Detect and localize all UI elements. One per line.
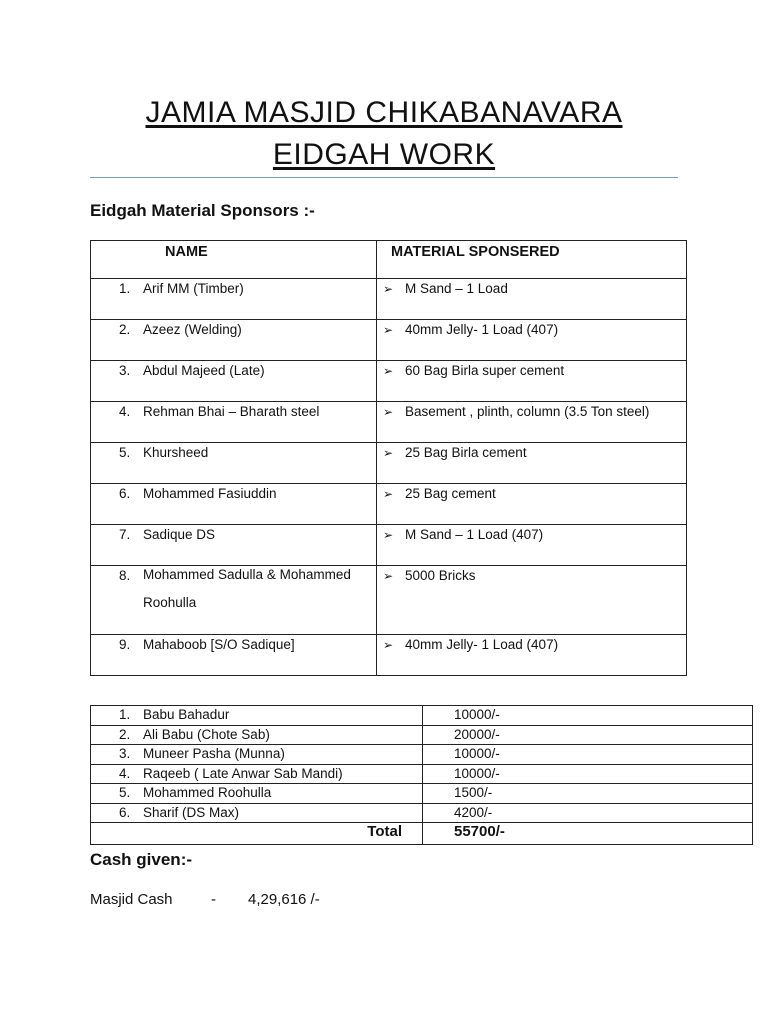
material-cell — [377, 361, 687, 402]
row-number: 3. — [119, 363, 131, 378]
material-cell — [377, 279, 687, 320]
sponsor-row — [91, 361, 687, 402]
donor-name-cell — [91, 803, 423, 823]
row-number: 6. — [119, 804, 131, 820]
sponsor-row — [91, 635, 687, 676]
sponsor-row — [91, 279, 687, 320]
row-number: 6. — [119, 486, 131, 501]
table-header-row — [91, 241, 687, 279]
arrow-bullet-icon: ➢ — [383, 405, 394, 419]
arrow-bullet-icon: ➢ — [383, 569, 394, 583]
row-number: 1. — [119, 281, 131, 296]
arrow-bullet-icon: ➢ — [383, 323, 394, 337]
arrow-bullet-icon: ➢ — [383, 446, 394, 460]
material-text: 25 Bag Birla cement — [405, 445, 527, 460]
material-cell — [377, 443, 687, 484]
sponsors-heading: Eidgah Material Sponsors :- — [90, 201, 315, 220]
title-divider — [90, 177, 678, 178]
masjid-cash-dash: - — [211, 891, 216, 908]
sponsor-name-cell — [91, 320, 377, 361]
row-number: 4. — [119, 765, 131, 781]
donor-name: Raqeeb ( Late Anwar Sab Mandi) — [143, 765, 343, 781]
material-cell — [377, 566, 687, 635]
total-label: Total — [91, 823, 423, 845]
cash-given-heading: Cash given:- — [90, 850, 193, 869]
donor-name-cell — [91, 725, 423, 745]
material-text: 25 Bag cement — [405, 486, 496, 501]
cash-row — [91, 745, 753, 765]
masjid-cash-label: Masjid Cash — [90, 891, 173, 908]
material-cell — [377, 484, 687, 525]
row-number: 7. — [119, 527, 131, 542]
sponsor-name: Mahaboob [S/O Sadique] — [143, 637, 295, 652]
sponsor-row — [91, 320, 687, 361]
material-text: 40mm Jelly- 1 Load (407) — [405, 637, 559, 652]
document-title-line2: EIDGAH WORK — [272, 138, 496, 171]
sponsor-name-cell — [91, 443, 377, 484]
donor-name: Babu Bahadur — [143, 707, 230, 722]
sponsor-name: Sadique DS — [143, 527, 216, 542]
sponsor-name-cell — [91, 402, 377, 443]
row-number: 9. — [119, 637, 131, 652]
material-text: Basement , plinth, column (3.5 Ton steel) — [405, 404, 650, 419]
sponsor-name-cell — [91, 635, 377, 676]
cash-row — [91, 784, 753, 804]
sponsor-name: Khursheed — [143, 445, 209, 460]
sponsor-row — [91, 402, 687, 443]
sponsor-name: Arif MM (Timber) — [143, 281, 244, 296]
sponsor-name-cell — [91, 484, 377, 525]
row-number: 3. — [119, 746, 131, 761]
sponsor-row — [91, 484, 687, 525]
arrow-bullet-icon: ➢ — [383, 638, 394, 652]
document-title-line1: JAMIA MASJID CHIKABANAVARA — [145, 96, 623, 129]
material-sponsors-table — [90, 240, 687, 676]
material-cell — [377, 320, 687, 361]
material-column-header: MATERIAL SPONSERED — [377, 241, 687, 279]
sponsor-name-cell — [91, 361, 377, 402]
material-cell — [377, 635, 687, 676]
cash-row — [91, 706, 753, 726]
donor-name: Muneer Pasha (Munna) — [143, 746, 285, 761]
material-text: 40mm Jelly- 1 Load (407) — [405, 322, 559, 337]
donor-name-cell — [91, 764, 423, 784]
total-amount: 55700/- — [423, 823, 753, 845]
donor-name: Ali Babu (Chote Sab) — [143, 726, 270, 742]
donor-name: Mohammed Roohulla — [143, 785, 272, 800]
sponsor-name-cell — [91, 279, 377, 320]
sponsor-row — [91, 566, 687, 635]
donation-amount: 10000/- — [423, 745, 753, 765]
material-text: M Sand – 1 Load (407) — [405, 527, 544, 542]
total-row — [91, 823, 753, 845]
donor-name-cell — [91, 745, 423, 765]
donor-name-cell — [91, 706, 423, 726]
donation-amount: 4200/- — [423, 803, 753, 823]
row-number: 4. — [119, 404, 131, 419]
material-cell — [377, 402, 687, 443]
sponsor-name-cell — [91, 525, 377, 566]
sponsor-name: Abdul Majeed (Late) — [143, 363, 265, 378]
donation-amount: 10000/- — [423, 764, 753, 784]
sponsor-name: Mohammed Sadulla & Mohammed Roohulla — [143, 567, 351, 610]
donor-name: Sharif (DS Max) — [143, 804, 240, 820]
donation-amount: 1500/- — [423, 784, 753, 804]
sponsor-name: Rehman Bhai – Bharath steel — [143, 404, 320, 419]
material-cell — [377, 525, 687, 566]
row-number: 5. — [119, 445, 131, 460]
cash-row — [91, 803, 753, 823]
arrow-bullet-icon: ➢ — [383, 282, 394, 296]
arrow-bullet-icon: ➢ — [383, 528, 394, 542]
sponsor-name-cell — [91, 566, 377, 635]
masjid-cash-value: 4,29,616 /- — [248, 891, 320, 908]
cash-donors-table — [90, 705, 753, 845]
material-text: 60 Bag Birla super cement — [405, 363, 565, 378]
arrow-bullet-icon: ➢ — [383, 487, 394, 501]
name-column-header: NAME — [91, 241, 377, 279]
row-number: 8. — [119, 568, 131, 583]
material-text: M Sand – 1 Load — [405, 281, 508, 296]
material-text: 5000 Bricks — [405, 568, 476, 583]
sponsor-row — [91, 443, 687, 484]
cash-row — [91, 725, 753, 745]
donation-amount: 10000/- — [423, 706, 753, 726]
sponsor-row — [91, 525, 687, 566]
row-number: 1. — [119, 707, 131, 722]
arrow-bullet-icon: ➢ — [383, 364, 394, 378]
row-number: 5. — [119, 785, 131, 800]
donation-amount: 20000/- — [423, 725, 753, 745]
donor-name-cell — [91, 784, 423, 804]
sponsor-name: Mohammed Fasiuddin — [143, 486, 277, 501]
row-number: 2. — [119, 726, 131, 742]
sponsor-name: Azeez (Welding) — [143, 322, 242, 337]
row-number: 2. — [119, 322, 131, 337]
cash-row — [91, 764, 753, 784]
